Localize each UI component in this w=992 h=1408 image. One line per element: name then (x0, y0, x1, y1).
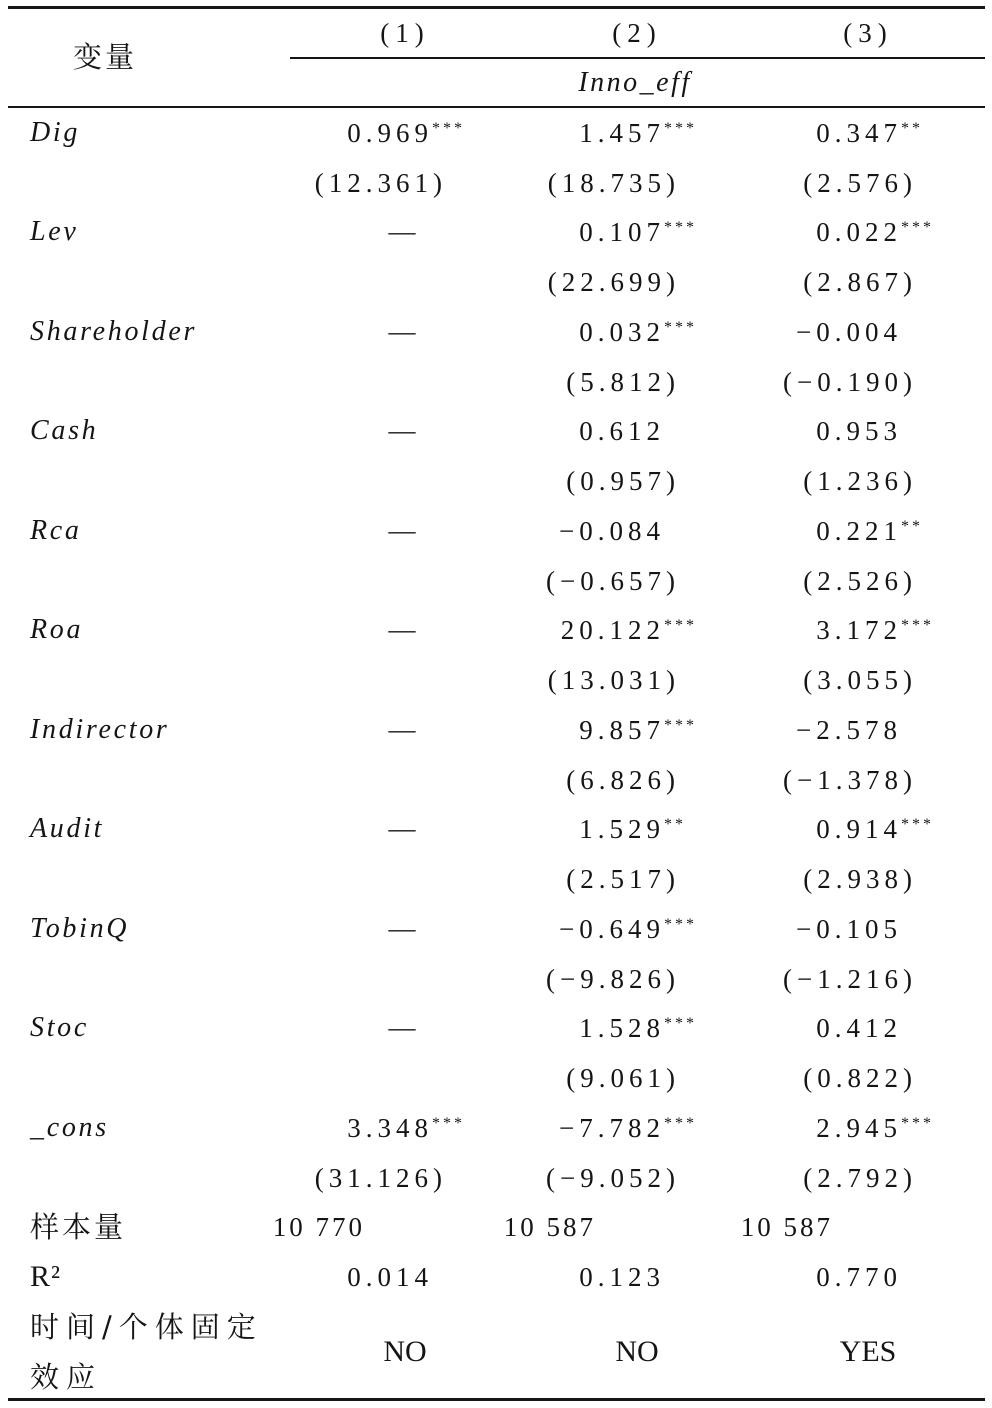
variable-name: Dig (30, 117, 81, 148)
coefficient-value: 0.347 (816, 118, 902, 148)
column-header-2: (2) (612, 18, 662, 48)
significance-stars: *** (664, 617, 697, 635)
significance-stars: ** (901, 120, 923, 137)
coefficient-value: 9.857 (579, 714, 665, 745)
coefficient-value: 0.032 (579, 316, 665, 347)
coefficient-value: 0.969 (347, 118, 433, 148)
significance-stars: *** (901, 219, 934, 237)
coefficient-value: −2.578 (796, 714, 902, 745)
coefficient-value: −7.782 (559, 1112, 665, 1143)
fixed-effects-flag: YES (839, 1334, 897, 1368)
variable-name: _cons (30, 1111, 109, 1143)
significance-stars: ** (901, 517, 923, 535)
coefficient-value: 1.529 (579, 814, 665, 845)
statistic-value: 0.123 (579, 1262, 665, 1293)
coefficient-value: 2.945 (816, 1112, 902, 1143)
empty-placeholder-dash: — (388, 912, 421, 943)
t-statistic: (18.735) (547, 167, 680, 198)
empty-placeholder-dash: — (388, 614, 421, 645)
significance-stars: *** (901, 617, 934, 635)
t-statistic: (−9.826) (546, 963, 680, 994)
t-statistic: (22.699) (547, 267, 680, 298)
variable-name: Cash (30, 415, 99, 447)
coefficient-value: 3.348 (347, 1112, 433, 1143)
empty-placeholder-dash: — (388, 216, 421, 247)
statistic-label: R² (30, 1260, 62, 1294)
t-statistic: (−0.190) (783, 366, 917, 397)
coefficient-value: −0.105 (796, 913, 902, 944)
coefficient-value: 0.412 (816, 1013, 902, 1044)
coefficient-value: 3.172 (816, 615, 902, 646)
statistic-value: 0.014 (347, 1262, 433, 1293)
t-statistic: (13.031) (547, 665, 680, 696)
significance-stars: ** (664, 816, 686, 834)
t-statistic: (2.526) (803, 565, 917, 596)
t-statistic: (6.826) (566, 764, 680, 795)
t-statistic: (9.061) (566, 1063, 680, 1094)
coefficient-value: 1.528 (579, 1013, 665, 1044)
t-statistic: (2.792) (803, 1162, 917, 1193)
coefficient-value: 0.914 (816, 814, 902, 845)
fixed-effects-flag: NO (383, 1334, 427, 1368)
significance-stars: *** (664, 318, 697, 336)
t-statistic: (2.517) (566, 864, 680, 895)
statistic-value: 10 587 (503, 1212, 596, 1243)
significance-stars: *** (901, 1114, 934, 1132)
t-statistic: (0.822) (803, 1063, 917, 1094)
variable-name: Indirector (30, 713, 170, 745)
variable-name: Rca (30, 514, 82, 546)
empty-placeholder-dash: — (388, 813, 421, 844)
empty-placeholder-dash: — (388, 315, 421, 346)
coefficient-value: 0.107 (579, 217, 665, 248)
coefficient-value: −0.084 (559, 515, 665, 546)
empty-placeholder-dash: — (388, 1012, 421, 1043)
t-statistic: (−0.657) (546, 565, 680, 596)
significance-stars: *** (664, 716, 697, 734)
coefficient-value: 1.457 (579, 118, 665, 148)
significance-stars: *** (664, 915, 697, 933)
variable-column-header: 变量 (72, 40, 137, 74)
t-statistic: (12.361) (314, 167, 447, 198)
statistic-value: 10 587 (740, 1212, 833, 1243)
statistic-value: 10 770 (272, 1212, 365, 1243)
coefficient-value: −0.649 (559, 913, 665, 944)
t-statistic: (1.236) (803, 466, 917, 497)
t-statistic: (3.055) (803, 665, 917, 696)
significance-stars: *** (664, 1015, 697, 1033)
t-statistic: (31.126) (314, 1162, 447, 1193)
t-statistic: (5.812) (566, 366, 680, 397)
dependent-variable-label: Inno_eff (578, 67, 692, 98)
significance-stars: *** (901, 816, 934, 834)
coefficient-value: −0.004 (796, 316, 902, 347)
empty-placeholder-dash: — (388, 713, 421, 744)
fixed-effects-flag: NO (615, 1334, 659, 1368)
coefficient-value: 0.221 (816, 515, 902, 546)
column-header-1: (1) (380, 18, 430, 48)
t-statistic: (2.576) (803, 167, 917, 198)
empty-placeholder-dash: — (388, 514, 421, 545)
coefficient-value: 0.953 (816, 416, 902, 447)
variable-name: Roa (30, 614, 84, 646)
coefficient-value: 0.612 (579, 416, 665, 447)
variable-name: Shareholder (30, 315, 198, 347)
t-statistic: (−1.216) (783, 963, 917, 994)
coefficient-value: 0.022 (816, 217, 902, 248)
coefficient-value: 20.122 (560, 615, 665, 646)
t-statistic: (2.938) (803, 864, 917, 895)
t-statistic: (−9.052) (546, 1162, 680, 1193)
variable-name: Stoc (30, 1012, 90, 1044)
t-statistic: (0.957) (566, 466, 680, 497)
t-statistic: (−1.378) (783, 764, 917, 795)
significance-stars: *** (432, 120, 465, 137)
statistic-label: 样本量 (30, 1210, 127, 1245)
variable-name: TobinQ (30, 912, 130, 944)
significance-stars: *** (664, 120, 697, 137)
significance-stars: *** (432, 1114, 465, 1132)
t-statistic: (2.867) (803, 267, 917, 298)
variable-name: Lev (30, 216, 79, 248)
significance-stars: *** (664, 1114, 697, 1132)
column-header-3: (3) (843, 18, 893, 48)
significance-stars: *** (664, 219, 697, 237)
variable-name: Audit (30, 813, 105, 845)
empty-placeholder-dash: — (388, 415, 421, 446)
statistic-label: 时间/个体固定效应 (30, 1309, 263, 1394)
statistic-value: 0.770 (816, 1262, 902, 1293)
